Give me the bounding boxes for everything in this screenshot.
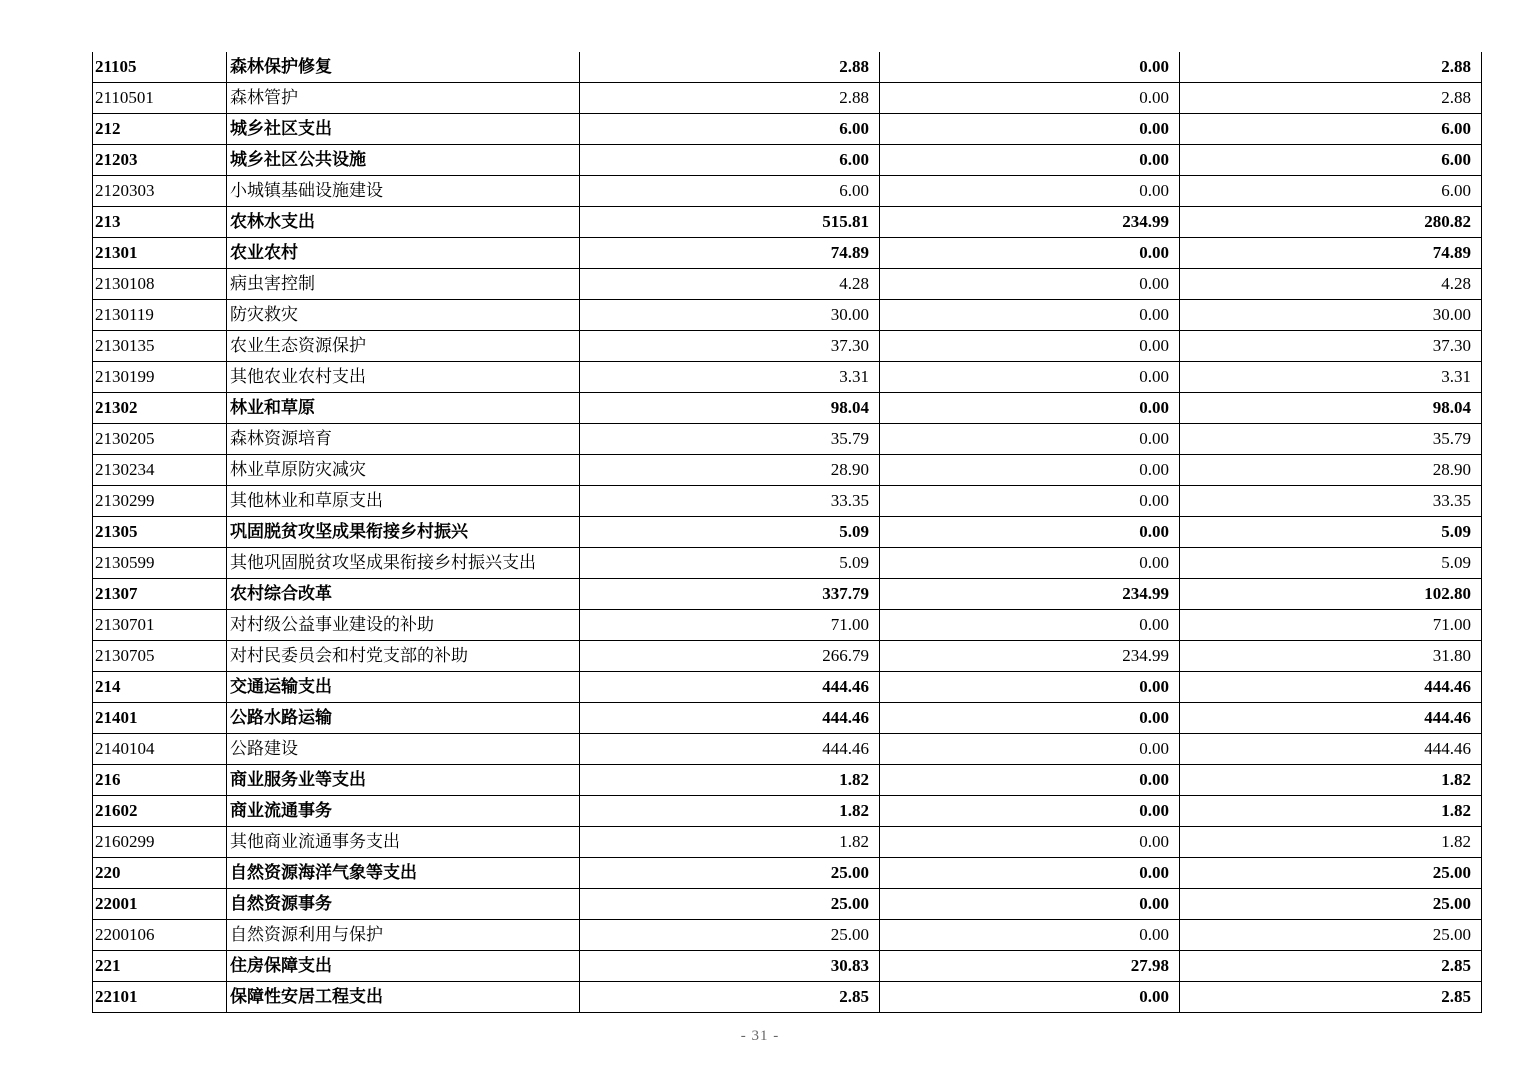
row-code: 21305 [93, 517, 227, 548]
row-total: 5.09 [580, 548, 880, 579]
row-name: 自然资源海洋气象等支出 [227, 858, 580, 889]
row-total: 337.79 [580, 579, 880, 610]
table-row [93, 734, 1482, 765]
row-col2: 0.00 [880, 145, 1180, 176]
row-col2: 0.00 [880, 269, 1180, 300]
row-code: 2130701 [93, 610, 227, 641]
row-code: 2130119 [93, 300, 227, 331]
table-row [93, 331, 1482, 362]
table-row [93, 207, 1482, 238]
row-total: 2.88 [580, 52, 880, 83]
row-total: 30.00 [580, 300, 880, 331]
table-row [93, 641, 1482, 672]
row-col2: 0.00 [880, 734, 1180, 765]
row-col3: 444.46 [1180, 703, 1482, 734]
row-total: 28.90 [580, 455, 880, 486]
row-name: 森林管护 [227, 83, 580, 114]
row-col3: 280.82 [1180, 207, 1482, 238]
row-col3: 35.79 [1180, 424, 1482, 455]
row-total: 35.79 [580, 424, 880, 455]
row-name: 自然资源事务 [227, 889, 580, 920]
table-row [93, 765, 1482, 796]
table-row [93, 610, 1482, 641]
row-total: 71.00 [580, 610, 880, 641]
row-code: 2130199 [93, 362, 227, 393]
table-row [93, 672, 1482, 703]
row-name: 自然资源利用与保护 [227, 920, 580, 951]
row-col3: 6.00 [1180, 114, 1482, 145]
row-col3: 98.04 [1180, 393, 1482, 424]
row-total: 1.82 [580, 796, 880, 827]
row-col2: 0.00 [880, 982, 1180, 1013]
row-col3: 2.88 [1180, 52, 1482, 83]
table-row [93, 579, 1482, 610]
row-name: 其他林业和草原支出 [227, 486, 580, 517]
row-col2: 0.00 [880, 889, 1180, 920]
row-code: 21105 [93, 52, 227, 83]
row-code: 2120303 [93, 176, 227, 207]
row-name: 商业流通事务 [227, 796, 580, 827]
row-name: 住房保障支出 [227, 951, 580, 982]
row-total: 98.04 [580, 393, 880, 424]
row-col3: 4.28 [1180, 269, 1482, 300]
row-total: 2.85 [580, 982, 880, 1013]
row-name: 其他农业农村支出 [227, 362, 580, 393]
table-row [93, 517, 1482, 548]
table-row [93, 300, 1482, 331]
row-col2: 234.99 [880, 579, 1180, 610]
row-code: 21307 [93, 579, 227, 610]
row-col3: 1.82 [1180, 765, 1482, 796]
row-name: 城乡社区公共设施 [227, 145, 580, 176]
row-name: 农村综合改革 [227, 579, 580, 610]
row-code: 2130705 [93, 641, 227, 672]
row-col3: 33.35 [1180, 486, 1482, 517]
row-col3: 37.30 [1180, 331, 1482, 362]
row-code: 2130205 [93, 424, 227, 455]
page-number: - 31 - [740, 1028, 780, 1044]
row-code: 2130599 [93, 548, 227, 579]
row-name: 公路水路运输 [227, 703, 580, 734]
table-row [93, 424, 1482, 455]
row-name: 森林保护修复 [227, 52, 580, 83]
table-row [93, 176, 1482, 207]
row-col3: 30.00 [1180, 300, 1482, 331]
row-total: 2.88 [580, 83, 880, 114]
row-code: 2200106 [93, 920, 227, 951]
row-total: 30.83 [580, 951, 880, 982]
table-row [93, 362, 1482, 393]
row-col3: 444.46 [1180, 672, 1482, 703]
row-col2: 0.00 [880, 920, 1180, 951]
table-row [93, 982, 1482, 1013]
row-col2: 0.00 [880, 548, 1180, 579]
row-total: 515.81 [580, 207, 880, 238]
row-col2: 0.00 [880, 827, 1180, 858]
row-total: 444.46 [580, 703, 880, 734]
row-col2: 0.00 [880, 796, 1180, 827]
row-name: 商业服务业等支出 [227, 765, 580, 796]
table-row [93, 827, 1482, 858]
table-row [93, 548, 1482, 579]
row-code: 2140104 [93, 734, 227, 765]
row-col2: 0.00 [880, 672, 1180, 703]
row-name: 其他商业流通事务支出 [227, 827, 580, 858]
row-code: 214 [93, 672, 227, 703]
table-row [93, 393, 1482, 424]
row-name: 林业和草原 [227, 393, 580, 424]
row-total: 5.09 [580, 517, 880, 548]
table-row [93, 52, 1482, 83]
row-col2: 0.00 [880, 858, 1180, 889]
row-col2: 0.00 [880, 176, 1180, 207]
row-col3: 5.09 [1180, 517, 1482, 548]
budget-table [92, 52, 1482, 1013]
row-col2: 0.00 [880, 393, 1180, 424]
row-total: 1.82 [580, 765, 880, 796]
row-col2: 0.00 [880, 455, 1180, 486]
row-total: 1.82 [580, 827, 880, 858]
row-name: 公路建设 [227, 734, 580, 765]
row-total: 25.00 [580, 858, 880, 889]
row-code: 2130135 [93, 331, 227, 362]
row-col2: 0.00 [880, 703, 1180, 734]
row-name: 巩固脱贫攻坚成果衔接乡村振兴 [227, 517, 580, 548]
row-col3: 3.31 [1180, 362, 1482, 393]
row-col2: 0.00 [880, 517, 1180, 548]
row-name: 对村级公益事业建设的补助 [227, 610, 580, 641]
row-name: 农业农村 [227, 238, 580, 269]
table-row [93, 455, 1482, 486]
row-name: 其他巩固脱贫攻坚成果衔接乡村振兴支出 [227, 548, 580, 579]
table-row [93, 951, 1482, 982]
row-col3: 2.85 [1180, 951, 1482, 982]
row-code: 221 [93, 951, 227, 982]
row-total: 6.00 [580, 114, 880, 145]
table-row [93, 114, 1482, 145]
row-col3: 1.82 [1180, 827, 1482, 858]
table-row [93, 238, 1482, 269]
table-row [93, 83, 1482, 114]
row-total: 266.79 [580, 641, 880, 672]
table-row [93, 920, 1482, 951]
row-col3: 71.00 [1180, 610, 1482, 641]
row-code: 213 [93, 207, 227, 238]
row-code: 2130234 [93, 455, 227, 486]
table-row [93, 269, 1482, 300]
row-col2: 0.00 [880, 765, 1180, 796]
table-row [93, 796, 1482, 827]
row-name: 保障性安居工程支出 [227, 982, 580, 1013]
row-total: 444.46 [580, 734, 880, 765]
row-col3: 2.88 [1180, 83, 1482, 114]
row-total: 6.00 [580, 145, 880, 176]
row-code: 21203 [93, 145, 227, 176]
row-col3: 28.90 [1180, 455, 1482, 486]
row-col3: 25.00 [1180, 920, 1482, 951]
row-name: 林业草原防灾减灾 [227, 455, 580, 486]
row-total: 3.31 [580, 362, 880, 393]
row-col2: 0.00 [880, 300, 1180, 331]
row-name: 森林资源培育 [227, 424, 580, 455]
row-col2: 0.00 [880, 83, 1180, 114]
row-code: 212 [93, 114, 227, 145]
row-col3: 444.46 [1180, 734, 1482, 765]
row-total: 33.35 [580, 486, 880, 517]
row-code: 21302 [93, 393, 227, 424]
row-total: 25.00 [580, 889, 880, 920]
row-code: 2130299 [93, 486, 227, 517]
row-col3: 5.09 [1180, 548, 1482, 579]
row-code: 22001 [93, 889, 227, 920]
row-name: 防灾救灾 [227, 300, 580, 331]
table-row [93, 145, 1482, 176]
row-code: 2160299 [93, 827, 227, 858]
row-name: 农林水支出 [227, 207, 580, 238]
row-name: 对村民委员会和村党支部的补助 [227, 641, 580, 672]
row-col2: 0.00 [880, 362, 1180, 393]
table-row [93, 703, 1482, 734]
row-col3: 31.80 [1180, 641, 1482, 672]
row-col2: 0.00 [880, 114, 1180, 145]
row-col2: 234.99 [880, 641, 1180, 672]
row-col3: 6.00 [1180, 176, 1482, 207]
row-name: 小城镇基础设施建设 [227, 176, 580, 207]
row-code: 21602 [93, 796, 227, 827]
row-col2: 0.00 [880, 610, 1180, 641]
row-code: 22101 [93, 982, 227, 1013]
row-code: 21301 [93, 238, 227, 269]
row-col3: 25.00 [1180, 858, 1482, 889]
row-name: 病虫害控制 [227, 269, 580, 300]
row-col2: 234.99 [880, 207, 1180, 238]
row-col3: 6.00 [1180, 145, 1482, 176]
row-col2: 0.00 [880, 331, 1180, 362]
row-name: 交通运输支出 [227, 672, 580, 703]
row-col3: 102.80 [1180, 579, 1482, 610]
row-col3: 74.89 [1180, 238, 1482, 269]
table-row [93, 486, 1482, 517]
row-code: 216 [93, 765, 227, 796]
row-name: 农业生态资源保护 [227, 331, 580, 362]
row-col2: 0.00 [880, 486, 1180, 517]
row-code: 2110501 [93, 83, 227, 114]
row-col2: 0.00 [880, 52, 1180, 83]
row-total: 74.89 [580, 238, 880, 269]
row-total: 444.46 [580, 672, 880, 703]
table-row [93, 889, 1482, 920]
row-name: 城乡社区支出 [227, 114, 580, 145]
row-code: 220 [93, 858, 227, 889]
row-code: 2130108 [93, 269, 227, 300]
row-col3: 1.82 [1180, 796, 1482, 827]
row-col2: 0.00 [880, 238, 1180, 269]
row-code: 21401 [93, 703, 227, 734]
row-total: 25.00 [580, 920, 880, 951]
row-total: 6.00 [580, 176, 880, 207]
row-col3: 2.85 [1180, 982, 1482, 1013]
row-total: 37.30 [580, 331, 880, 362]
row-col3: 25.00 [1180, 889, 1482, 920]
table-body [93, 52, 1482, 1013]
row-col2: 0.00 [880, 424, 1180, 455]
row-total: 4.28 [580, 269, 880, 300]
row-col2: 27.98 [880, 951, 1180, 982]
table-row [93, 858, 1482, 889]
